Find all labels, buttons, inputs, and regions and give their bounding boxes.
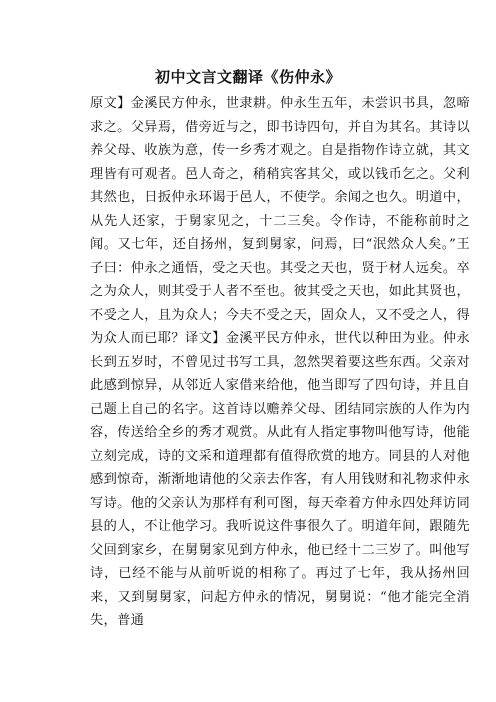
- document-title: 初中文言文翻译《伤仲永》: [154, 68, 341, 86]
- section-heading-translation: 译文】: [185, 331, 226, 346]
- original-paragraph-2: 余闻之也久。明道中，从先人还家，于舅家见之，十二三矣。令作诗，不能称前时之闻。又七年，还自扬州，复到舅家，问焉，曰“泯然众人矣。”: [90, 190, 470, 252]
- translation-paragraph-1: 金溪平民方仲永，世代以种田为业。仲永长到五岁时，不曾见过书写工具，忽然哭着要这些东西。父亲对此感到惊异，从邻近人家借来给他，他当即写了四句诗，并且自己题上自己的名字。这首诗以赡养父母、团结同宗族的人作为内容，传送给全乡的秀才观赏。从此有人指定事物叫他写诗，他能立刻完成，诗的文采和道理都有值得欣赏的地方。同县的人对他感到惊奇，渐渐地请他的父亲去作客，有人用钱财和礼物求仲永写诗。他的父亲认为那样有利可图，每天牵着方仲永四处拜访同县的人，不让他学习。: [90, 331, 470, 534]
- original-paragraph-3: 王子曰：仲永之通悟，受之天也。其受之天也，贤于材人远矣。卒之为众人，则其受于人者不至也。彼其受之天也，如此其贤也，不受之人，且为众人；今夫不受之天，固众人，又不受之人，得为众人而已耶？: [90, 237, 470, 346]
- original-paragraph-1: 金溪民方仲永，世隶耕。仲永生五年，未尝识书具，忽啼求之。父异焉，借旁近与之，即书诗四句，并自为其名。其诗以养父母、收族为意，传一乡秀才观之。自是指物作诗立就，其文理皆有可观者。邑人奇之，稍稍宾客其父，或以钱币乞之。父利其然也，日扳仲永环谒于邑人，不使学。: [90, 96, 470, 205]
- section-heading-original: 原文】: [90, 96, 131, 111]
- translation-paragraph-2: 我听说这件事很久了。明道年间，跟随先父回到家乡，在舅舅家见到方仲永，他已经十二三岁了。叫他写诗，已经不能与从前听说的相称了。再过了七年，我从扬州回来，又到舅舅家，问起方仲永的情况，舅舅说：“他才能完全消失，普通: [90, 519, 470, 628]
- document-body: [90, 92, 470, 633]
